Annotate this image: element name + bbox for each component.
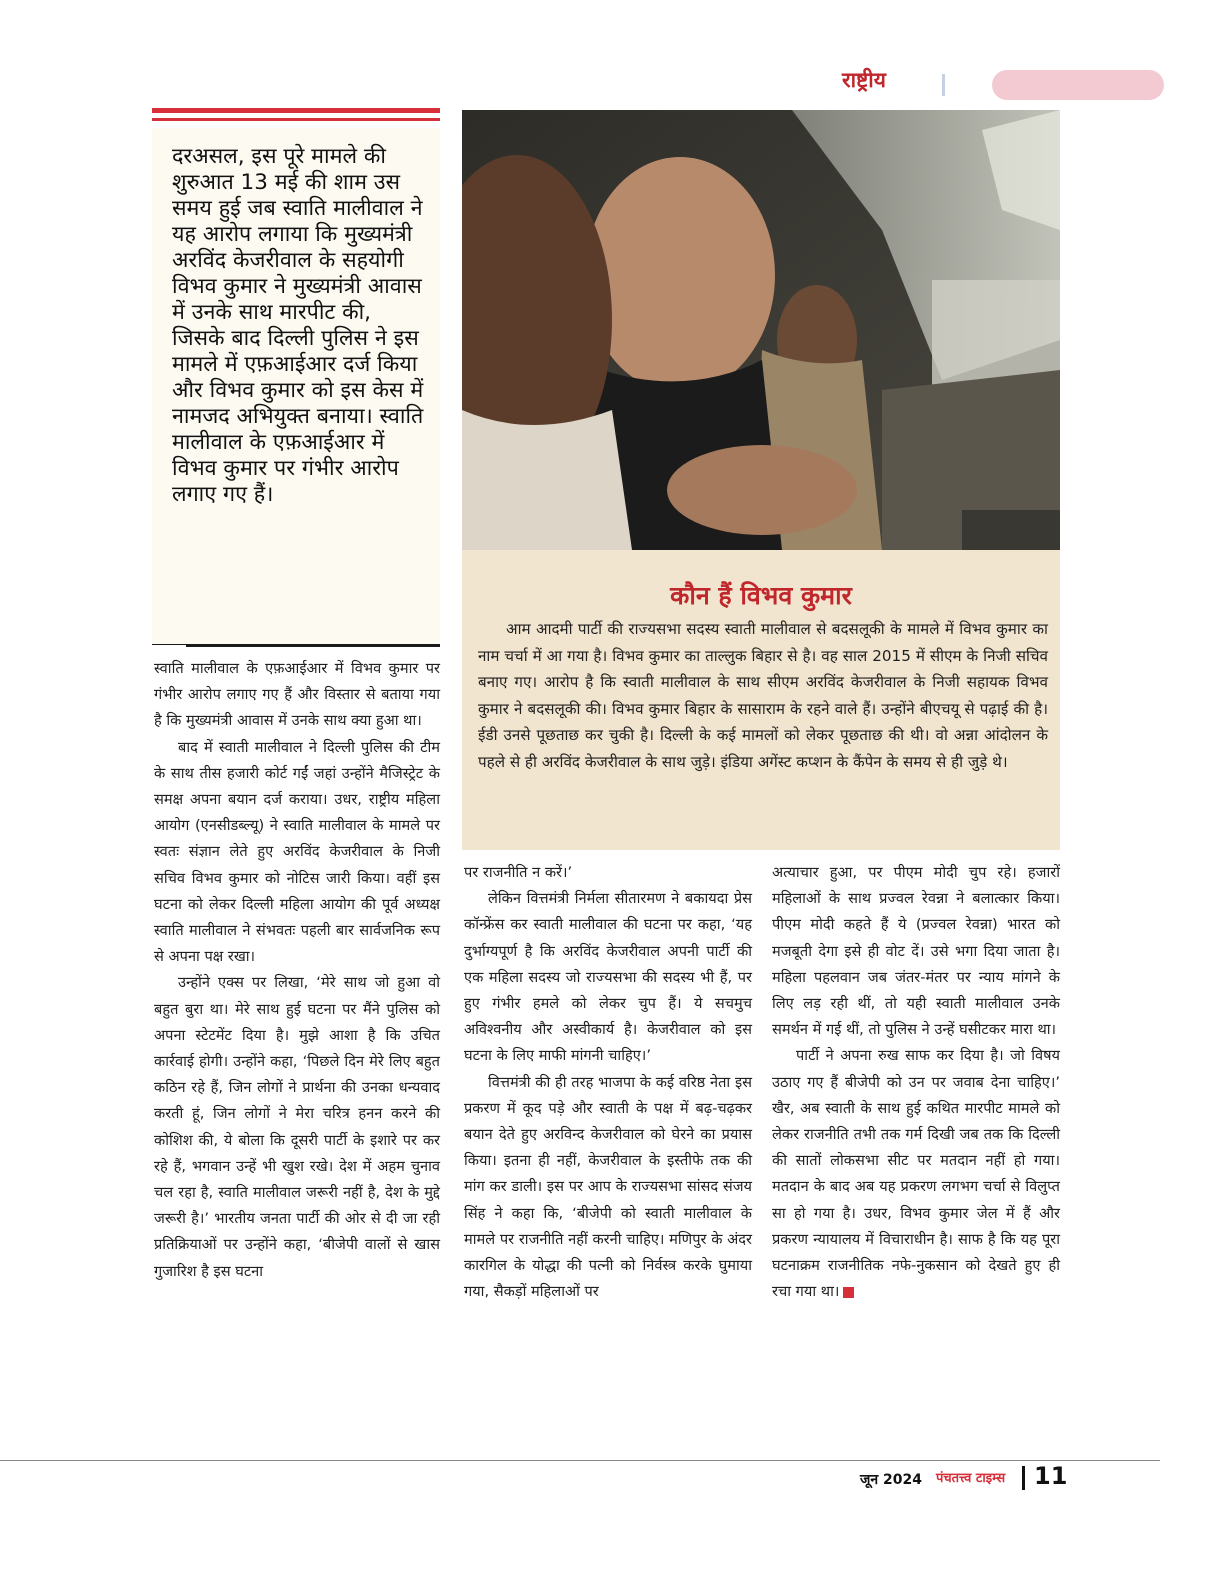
article-column-1	[154, 656, 440, 1285]
footer-date: जून 2024	[860, 1472, 922, 1488]
paragraph: स्वाति मालीवाल के एफ़आईआर में विभव कुमार पर गंभीर आरोप लगाए गए हैं और विस्तार से बताया गया है कि मुख्यमंत्री आवास में उनके साथ क्या हुआ था।	[154, 660, 440, 730]
info-box-title: कौन हैं विभव कुमार	[670, 581, 852, 610]
info-box	[462, 550, 1060, 850]
section-label: राष्ट्रीय	[842, 68, 886, 92]
footer-rule	[0, 1460, 1160, 1461]
pull-quote	[152, 108, 440, 646]
news-photo	[462, 110, 1060, 550]
pull-quote-rule-top	[152, 108, 440, 113]
article-column-2	[464, 860, 752, 1305]
paragraph: लेकिन वित्तमंत्री निर्मला सीतारमण ने बकायदा प्रेस कॉन्फ्रेंस कर स्वाती मालीवाल की घटना पर कहा, ‘यह दुर्भाग्यपूर्ण है कि अरविंद केजरीवाल अपनी पार्टी की एक महिला सदस्य जो राज्यसभा की सदस्य भी हैं, पर हुए गंभीर हमले को लेकर चुप हैं। ये सचमुच अविश्वनीय और अस्वीकार्य है। केजरीवाल को इस घटना के लिए माफी मांगनी चाहिए।’	[464, 890, 752, 1065]
footer-divider	[1022, 1466, 1025, 1490]
paragraph-last	[772, 1043, 1060, 1305]
pull-quote-text: दरअसल, इस पूरे मामले की शुरुआत 13 मई की शाम उस समय हुई जब स्वाति मालीवाल ने यह आरोप लगाया कि मुख्यमंत्री अरविंद केजरीवाल के सहयोगी विभव कुमार ने मुख्यमंत्री आवास में उनके साथ मारपीट की, जिसके बाद दिल्ली पुलिस ने इस मामले में एफ़आईआर दर्ज किया और विभव कुमार को इस केस में नामजद अभियुक्त बनाया। स्वाति मालीवाल के एफ़आईआर में विभव कुमार पर गंभीर आरोप लगाए गए हैं।	[172, 144, 424, 507]
publication-logo: पंचतत्त्व टाइम्स	[936, 1471, 1006, 1486]
paragraph: बाद में स्वाती मालीवाल ने दिल्ली पुलिस की टीम के साथ तीस हजारी कोर्ट गईं जहां उन्होंने मैजिस्ट्रेट के समक्ष अपना बयान दर्ज कराया। उधर, राष्ट्रीय महिला आयोग (एनसीडब्ल्यू) ने स्वाति मालीवाल के मामले पर स्वतः संज्ञान लेते हुए अरविंद केजरीवाल के निजी सचिव विभव कुमार को नोटिस जारी किया। वहीं इस घटना को लेकर दिल्ली महिला आयोग की पूर्व अध्यक्ष स्वाति मालीवाल ने संभवतः पहली बार सार्वजनिक रूप से अपना पक्ष रखा।	[154, 738, 440, 966]
paragraph: पर राजनीति न करें।’	[464, 864, 573, 881]
article-column-3	[772, 860, 1060, 1305]
end-mark-icon	[843, 1287, 854, 1298]
pull-quote-rule-top-thin	[152, 118, 440, 121]
info-box-text: आम आदमी पार्टी की राज्यसभा सदस्य स्वाती मालीवाल से बदसलूकी के मामले में विभव कुमार का नाम चर्चा में आ गया है। विभव कुमार का ताल्लुक बिहार से है। वह साल 2015 में सीएम के निजी सचिव बनाए गए। आरोप है कि स्वाती मालीवाल के साथ सीएम अरविंद केजरीवाल के निजी सहायक विभव कुमार ने बदसलूकी की। विभव कुमार बिहार के सासाराम के रहने वाले हैं। उन्होंने बीएचयू से पढ़ाई की है। ईडी उनसे पूछताछ कर चुकी है। दिल्ली के कई मामलों को लेकर पूछताछ की थी। वो अन्ना आंदोलन के पहले से ही अरविंद केजरीवाल के साथ जुड़े। इंडिया अगेंस्ट कप्शन के कैंपेन के समय से ही जुड़े थे।	[478, 620, 1048, 771]
paragraph-last-text: पार्टी ने अपना रुख साफ कर दिया है। जो विषय उठाए गए हैं बीजेपी को उन पर जवाब देना चाहिए।’ खैर, अब स्वाती के साथ हुई कथित मारपीट मामले को लेकर राजनीति तभी तक गर्म दिखी जब तक कि दिल्ली की सातों लोकसभा सीट पर मतदान नहीं हो गया। मतदान के बाद अब यह प्रकरण लगभग चर्चा से विलुप्त सा हो गया है। उधर, विभव कुमार जेल में हैं और प्रकरण न्यायालय में विचाराधीन है। साफ है कि यह पूरा घटनाक्रम राजनीतिक नफे-नुकसान को देखते हुए ही रचा गया था।	[772, 1047, 1060, 1301]
pull-quote-rule-bottom	[152, 644, 440, 647]
pull-quote-rule-gap	[152, 645, 186, 647]
page-number: 11	[1034, 1462, 1068, 1490]
section-pill-decoration	[992, 70, 1164, 100]
paragraph: अत्याचार हुआ, पर पीएम मोदी चुप रहे। हजारों महिलाओं के साथ प्रज्वल रेवन्ना ने बलात्कार किया। पीएम मोदी कहते हैं ये (प्रज्वल रेवन्ना) भारत को मजबूती देगा इसे ही वोट दें। उसे भगा दिया जाता है। महिला पहलवान जब जंतर-मंतर पर न्याय मांगने के लिए लड़ रही थीं, तो यही स्वाती मालीवाल उनके समर्थन में गई थीं, तो पुलिस ने उन्हें घसीटकर मारा था।	[772, 864, 1060, 1039]
paragraph: वित्तमंत्री की ही तरह भाजपा के कई वरिष्ठ नेता इस प्रकरण में कूद पड़े और स्वाती के पक्ष में बढ़-चढ़कर बयान देते हुए अरविन्द केजरीवाल को घेरने का प्रयास किया। इतना ही नहीं, केजरीवाल के इस्तीफे तक की मांग कर डाली। इस पर आप के राज्यसभा सांसद संजय सिंह ने कहा कि, ‘बीजेपी को स्वाती मालीवाल के मामले पर राजनीति नहीं करनी चाहिए। मणिपुर के अंदर कारगिल के योद्धा की पत्नी को निर्वस्त्र करके घुमाया गया, सैकड़ों महिलाओं पर	[464, 1073, 752, 1301]
section-divider	[942, 74, 945, 96]
paragraph: उन्होंने एक्स पर लिखा, ‘मेरे साथ जो हुआ वो बहुत बुरा था। मेरे साथ हुई घटना पर मैंने पुलिस को अपना स्टेटमेंट दिया है। मुझे आशा है कि उचित कार्रवाई होगी। उन्होंने कहा, ‘पिछले दिन मेरे लिए बहुत कठिन रहे हैं, जिन लोगों ने प्रार्थना की उनका धन्यवाद करती हूं, जिन लोगों ने मेरा चरित्र हनन करने की कोशिश की, ये बोला कि दूसरी पार्टी के इशारे पर कर रहे हैं, भगवान उन्हें भी खुश रखे। देश में अहम चुनाव चल रहा है, स्वाति मालीवाल जरूरी नहीं है, देश के मुद्दे जरूरी है।’ भारतीय जनता पार्टी की ओर से दी जा रही प्रतिक्रियाओं पर उन्होंने कहा, ‘बीजेपी वालों से खास गुजारिश है इस घटना	[154, 974, 440, 1280]
